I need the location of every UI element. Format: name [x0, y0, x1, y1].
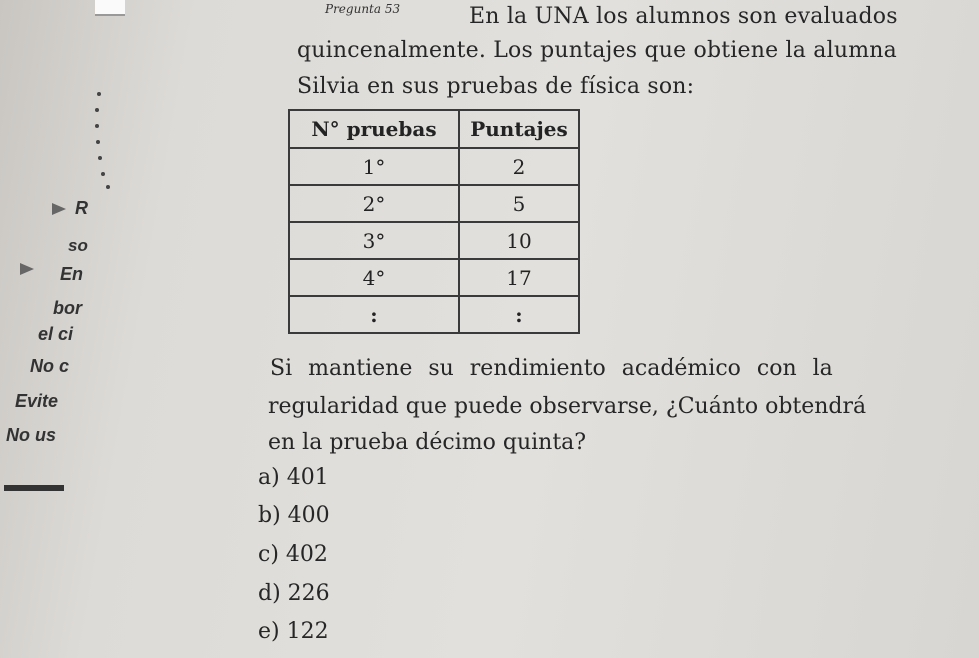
option-a[interactable]: a) 401 [258, 465, 329, 490]
dash-mark [4, 485, 64, 491]
table-cell: : [289, 296, 459, 333]
option-d[interactable]: d) 226 [258, 581, 330, 606]
header-cell-scores: Puntajes [459, 110, 579, 148]
table-cell: 1° [289, 148, 459, 185]
table-cell: 2 [459, 148, 579, 185]
table-cell: 3° [289, 222, 459, 259]
table-row [289, 296, 579, 333]
statement-line: quincenalmente. Los puntajes que obtiene la alumna [297, 38, 897, 63]
table-cell: 10 [459, 222, 579, 259]
question-number-label: Pregunta 53 [325, 2, 401, 16]
prompt-line: Si mantiene su rendimiento académico con la [270, 356, 833, 381]
left-cutoff-column [0, 0, 150, 658]
table-cell: 5 [459, 185, 579, 222]
table-cell: 4° [289, 259, 459, 296]
prompt-line: en la prueba décimo quinta? [268, 430, 587, 455]
bullet-dot [96, 140, 100, 144]
corner-tab [95, 0, 125, 16]
left-fragment: No us [6, 425, 57, 445]
left-fragment: En [60, 264, 84, 284]
left-fragment: Evite [15, 391, 59, 411]
table-row [289, 185, 579, 222]
statement-line: En la UNA los alumnos son evaluados [469, 4, 898, 29]
bullet-dot [97, 92, 101, 96]
option-e[interactable]: e) 122 [258, 619, 329, 644]
bullet-dot [95, 108, 99, 112]
table-row [289, 259, 579, 296]
left-fragment: R [75, 198, 88, 218]
bullet-dot [101, 172, 105, 176]
left-fragment: bor [53, 298, 82, 318]
table-row [289, 148, 579, 185]
bullet-dot [98, 156, 102, 160]
table-cell: 2° [289, 185, 459, 222]
header-cell-tests: N° pruebas [289, 110, 459, 148]
option-b[interactable]: b) 400 [258, 503, 330, 528]
table-cell: : [459, 296, 579, 333]
table-row [289, 222, 579, 259]
left-fragment: No c [30, 356, 70, 376]
bullet-dot [95, 124, 99, 128]
prompt-line: regularidad que puede observarse, ¿Cuánto obtendrá [268, 394, 867, 419]
option-c[interactable]: c) 402 [258, 542, 328, 567]
arrow-bullet-icon [52, 203, 66, 215]
table-cell: 17 [459, 259, 579, 296]
table-header-row [289, 110, 579, 148]
arrow-bullet-icon [20, 263, 34, 275]
left-fragment: el ci [38, 324, 74, 344]
statement-line: Silvia en sus pruebas de física son: [297, 74, 695, 99]
bullet-dot [106, 185, 110, 189]
scores-table [288, 109, 580, 334]
left-fragment: so [68, 236, 88, 255]
